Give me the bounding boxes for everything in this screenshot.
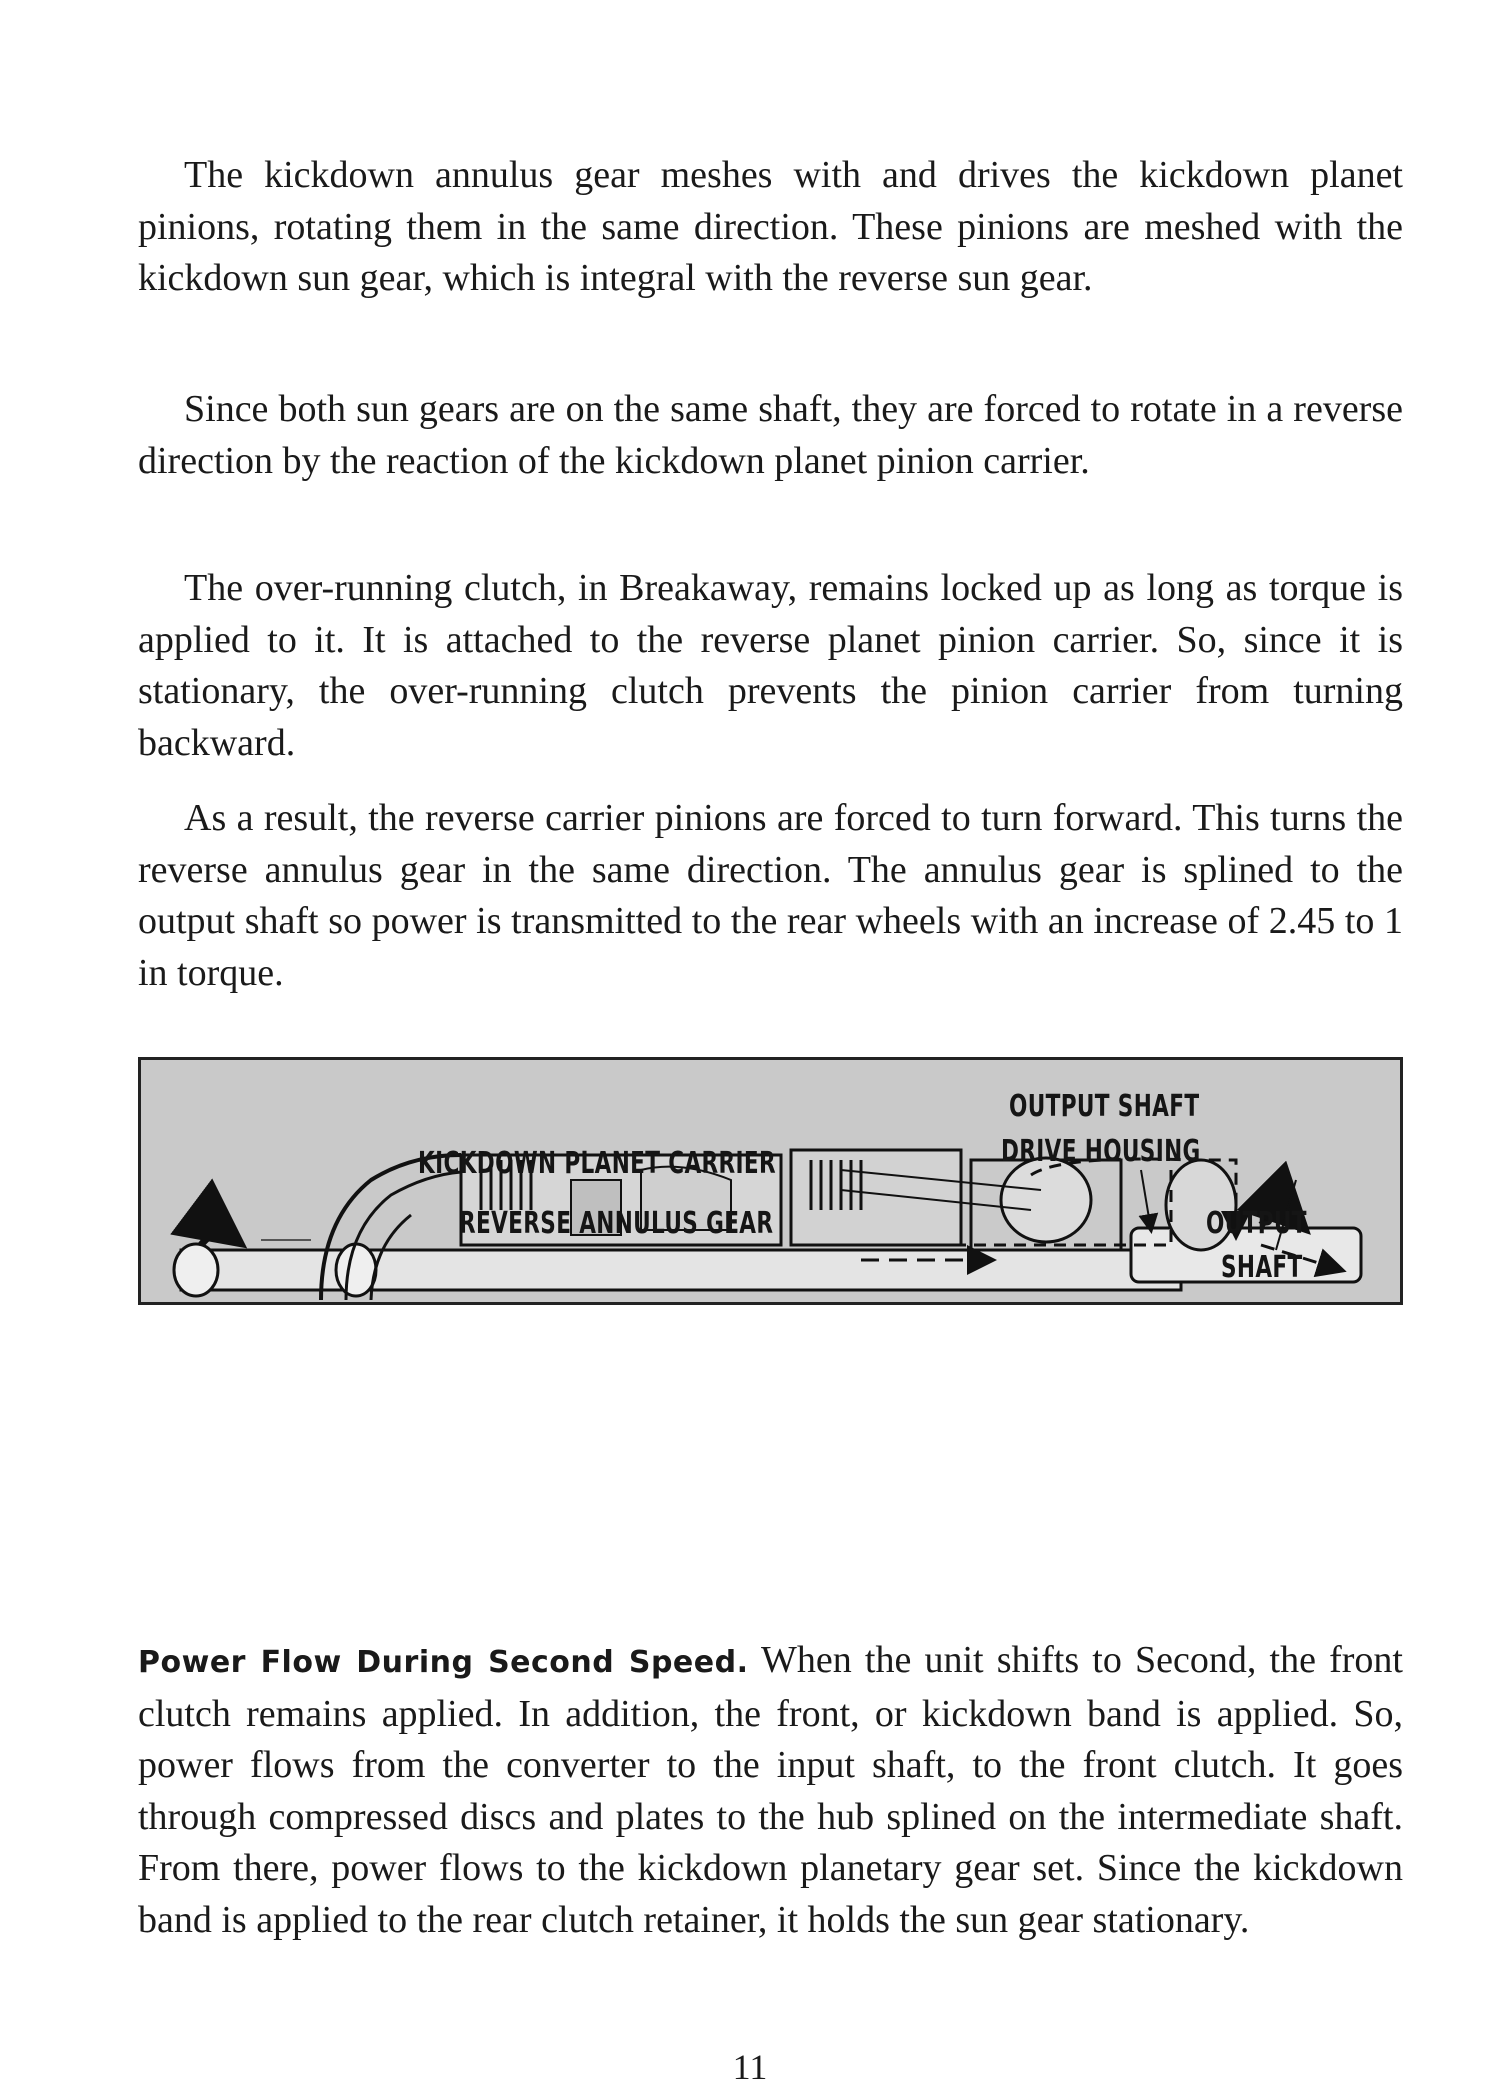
label-output-shaft-drive-housing-line1: OUTPUT SHAFT (1009, 1089, 1200, 1124)
section-paragraph (138, 1635, 1403, 1946)
section-body: When the unit shifts to Second, the front clutch remains applied. In addition, the front, or kickdown band is applied. So, power flows from the converter to the input shaft, to the front clutch. It goes through compressed discs and plates to the hub splined on the intermediate shaft. From there, power flows to the kickdown planetary gear set. Since the kickdown band is applied to the rear clutch retainer, it holds the sun gear stationary. (138, 1639, 1403, 1941)
paragraph-kickdown-annulus (138, 150, 1403, 305)
main-shaft (181, 1250, 1181, 1290)
rotation-arrow (201, 1234, 236, 1245)
section-power-flow-second-speed (138, 1635, 1403, 1946)
label-output-shaft-line1: OUTPUT (1206, 1206, 1307, 1241)
transmission-cutaway-figure (138, 1057, 1403, 1305)
label-reverse-annulus-gear: REVERSE ANNULUS GEAR (459, 1206, 774, 1241)
paragraph-text: Since both sun gears are on the same shaft, they are forced to rotate in a reverse direction by the reaction of the kickdown planet pinion carrier. (138, 388, 1403, 482)
paragraph-sun-gears (138, 384, 1403, 487)
paragraph-reverse-carrier (138, 793, 1403, 999)
rear-clutch-drum (791, 1150, 961, 1245)
paragraph-text: The kickdown annulus gear meshes with and drives the kickdown planet pinions, rotating them in the same direction. These pinions are meshed with the kickdown sun gear, which is integral with the reverse sun gear. (138, 154, 1403, 299)
paragraph-text: As a result, the reverse carrier pinions are forced to turn forward. This turns the reverse annulus gear in the same direction. The annulus gear is splined to the output shaft so power is transmitted to the rear wheels with an increase of 2.45 to 1 in torque. (138, 797, 1403, 994)
paragraph-text: The over-running clutch, in Breakaway, remains locked up as long as torque is applied to it. It is attached to the reverse planet pinion carrier. So, since it is stationary, the over-running clutch prevents the pinion carrier from turning backward. (138, 567, 1403, 764)
leader-line (1141, 1170, 1151, 1230)
shaft-end (174, 1244, 218, 1296)
paragraph-over-running-clutch (138, 563, 1403, 769)
page-number: 11 (732, 2047, 768, 2087)
section-heading: Power Flow During Second Speed. (138, 1645, 749, 1680)
label-output-shaft-drive-housing-line2: DRIVE HOUSING (1001, 1134, 1201, 1169)
label-output-shaft-line2: SHAFT (1221, 1250, 1303, 1285)
shaft-end (336, 1244, 376, 1296)
label-kickdown-planet-carrier: KICKDOWN PLANET CARRIER (418, 1146, 777, 1181)
